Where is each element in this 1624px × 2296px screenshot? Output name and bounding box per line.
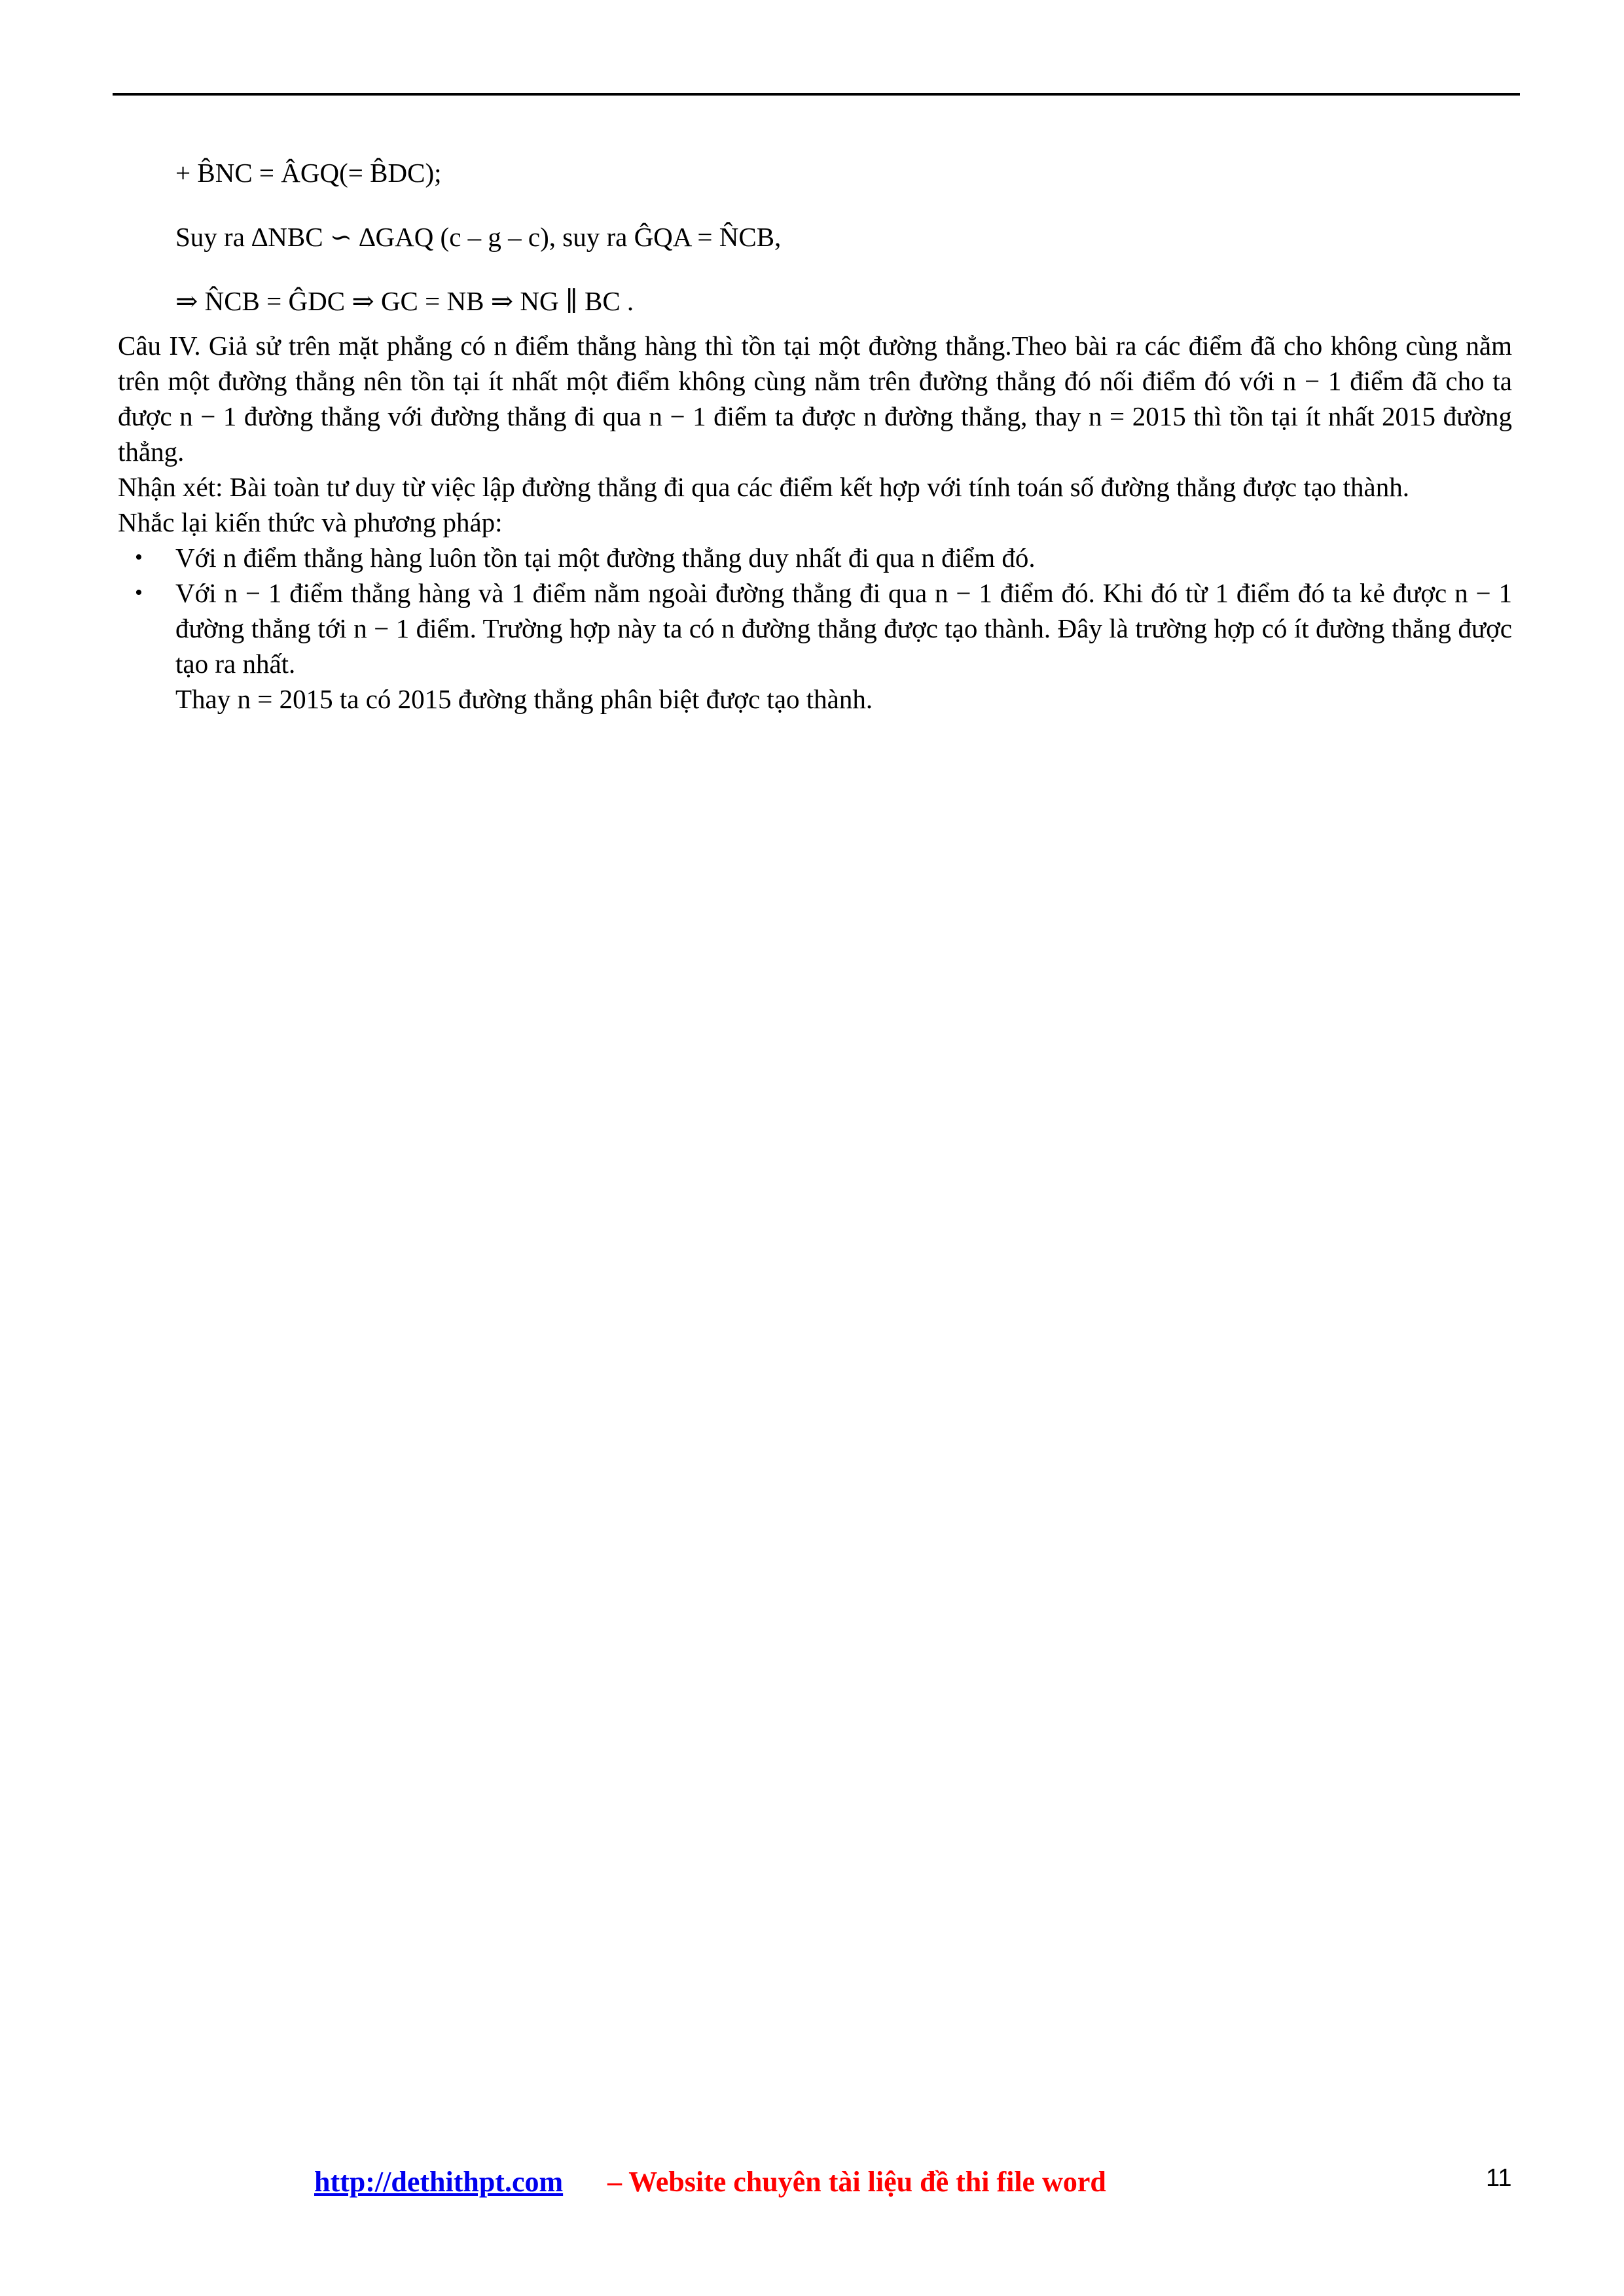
footer-tagline: – Website chuyên tài liệu đề thi file word xyxy=(607,2166,1106,2198)
footer-website-link[interactable]: http://dethithpt.com xyxy=(314,2166,564,2198)
bullet-icon: • xyxy=(135,545,143,569)
cau-iv-paragraph: Câu IV. Giả sử trên mặt phẳng có n điểm thẳng hàng thì tồn tại một đường thẳng.Theo bài ra các điểm đã cho không cùng nằm trên một đường thẳng nên tồn tại ít nhất một điểm không cùng nằm trên đường thẳng đó nối điểm đó với n − 1 điểm đã cho ta được n − 1 đường thẳng với đường thẳng đi qua n − 1 điểm ta được n đường thẳng, thay n = 2015 thì tồn tại ít nhất 2015 đường thẳng. xyxy=(118,331,1512,467)
page-number: 11 xyxy=(1486,2164,1512,2192)
math-line-similar-triangles: Suy ra ∆NBC ∽ ∆GAQ (c – g – c), suy ra ĜQA = N̂CB, xyxy=(175,222,782,252)
bullet-text: Với n điểm thẳng hàng luôn tồn tại một đường thẳng duy nhất đi qua n điểm đó. xyxy=(175,543,1036,573)
bullet-text: Với n − 1 điểm thẳng hàng và 1 điểm nằm ngoài đường thẳng đi qua n − 1 điểm đó. Khi đó từ 1 điểm đó ta kẻ được n − 1 đường thẳng tới n − 1 điểm. Trường hợp này ta có n đường thẳng được tạo thành. Đây là trường hợp có ít đường thẳng được tạo ra nhất. xyxy=(175,578,1512,679)
math-line-parallel: ⇒ N̂CB = ĜDC ⇒ GC = NB ⇒ NG ∥ BC . xyxy=(175,286,634,316)
conclusion-line: Thay n = 2015 ta có 2015 đường thẳng phân biệt được tạo thành. xyxy=(175,684,873,714)
header-rule xyxy=(113,93,1520,96)
nhan-xet-paragraph: Nhận xét: Bài toàn tư duy từ việc lập đường thẳng đi qua các điểm kết hợp với tính toán số đường thẳng được tạo thành. xyxy=(118,472,1410,502)
page-content xyxy=(118,147,1512,717)
nhac-lai-heading: Nhắc lại kiến thức và phương pháp: xyxy=(118,507,503,537)
method-bullet-list xyxy=(118,540,1512,681)
bullet-icon: • xyxy=(135,581,143,605)
bullet-item xyxy=(118,540,1512,575)
math-line-angles: + B̂NC = ÂGQ(= B̂DC); xyxy=(175,158,442,188)
bullet-item xyxy=(118,575,1512,681)
